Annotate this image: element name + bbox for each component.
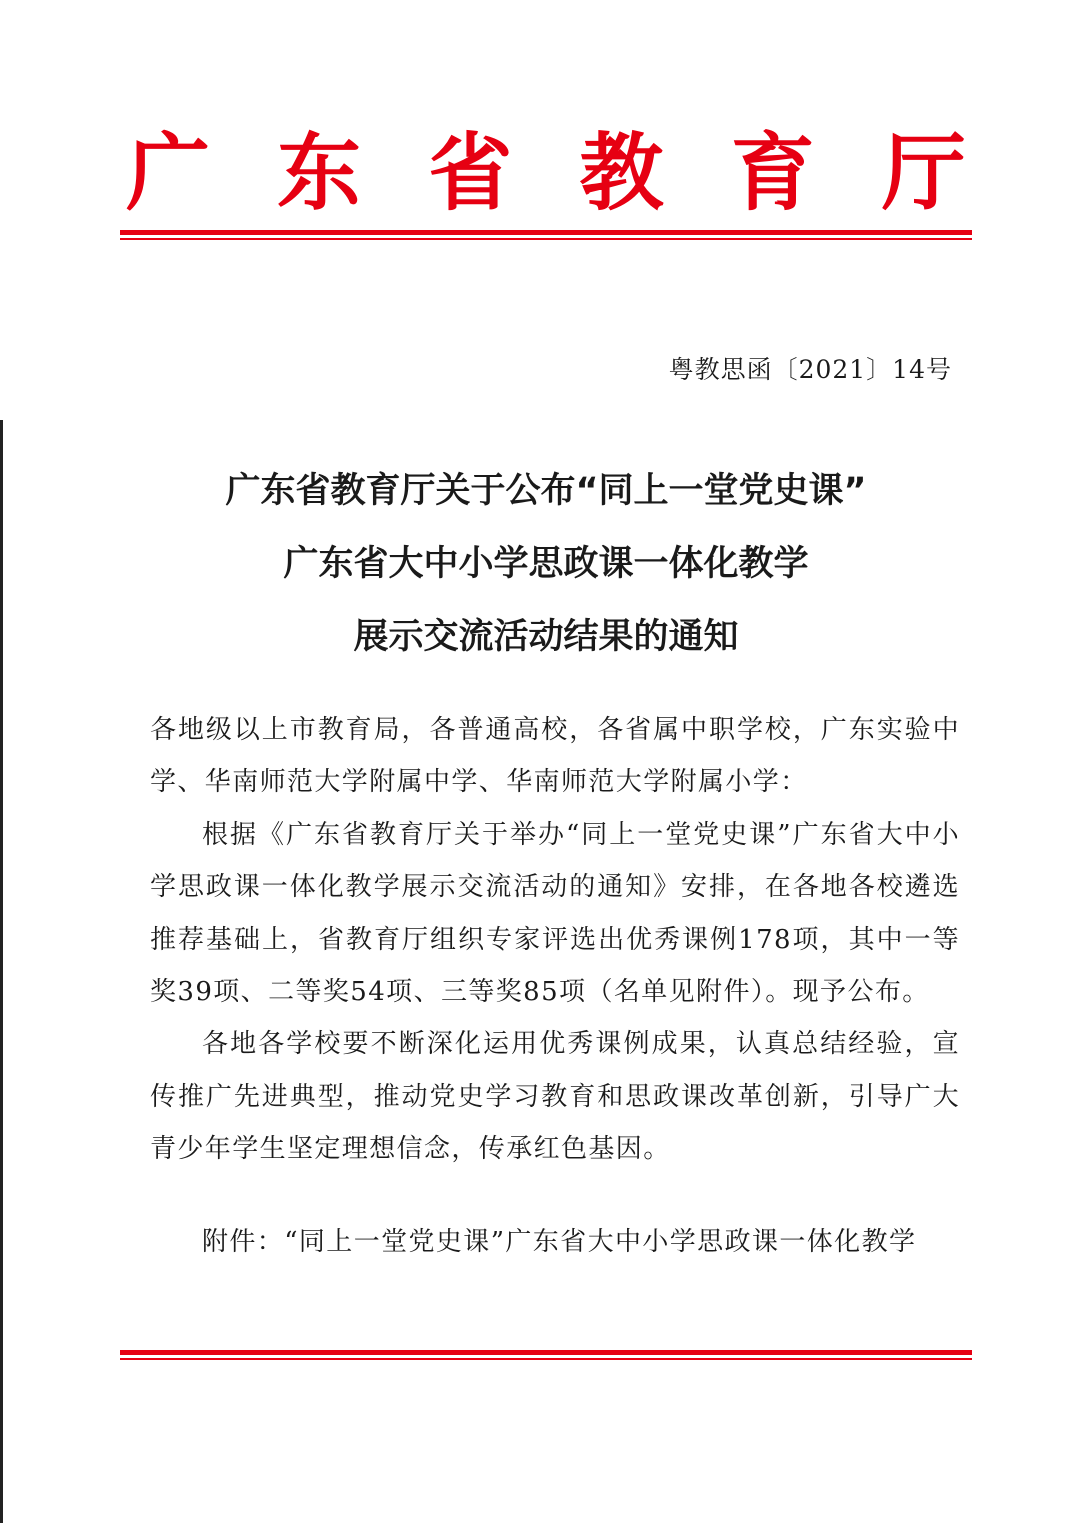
masthead-char: 育 — [730, 123, 815, 222]
addressee: 各地级以上市教育局，各普通高校，各省属中职学校，广东实验中学、华南师范大学附属中学、华南师范大学附属小学： — [150, 715, 960, 798]
body-paragraph-2: 各地各学校要不断深化运用优秀课例成果，认真总结经验，宣传推广先进典型，推动党史学习教育和思政课改革创新，引导广大青少年学生坚定理想信念，传承红色基因。 — [150, 1029, 960, 1165]
document-number: 粤教思函〔2021〕14号 — [668, 355, 952, 384]
header-red-rule — [120, 230, 972, 240]
notice-title — [120, 455, 972, 674]
masthead-char: 东 — [277, 123, 362, 222]
scan-edge — [0, 420, 3, 1523]
title-line-1: 广东省教育厅关于公布“同上一堂党史课” — [225, 471, 867, 511]
masthead-char: 教 — [579, 123, 664, 222]
masthead-char: 厅 — [881, 123, 966, 222]
attachment-line: 附件：“同上一堂党史课”广东省大中小学思政课一体化教学 — [202, 1226, 917, 1257]
footer-red-rule — [120, 1350, 972, 1360]
title-line-2: 广东省大中小学思政课一体化教学 — [283, 544, 809, 584]
masthead-char: 广 — [125, 123, 210, 222]
masthead — [120, 118, 972, 228]
notice-body — [150, 704, 960, 1268]
body-paragraph-1: 根据《广东省教育厅关于举办“同上一堂党史课”广东省大中小学思政课一体化教学展示交流活动的通知》安排，在各地各校遴选推荐基础上，省教育厅组织专家评选出优秀课例178项，其中一等奖39项、二等奖54项、三等奖85项（名单见附件）。现予公布。 — [150, 819, 960, 1008]
title-line-3: 展示交流活动结果的通知 — [353, 617, 739, 657]
masthead-char: 省 — [428, 123, 513, 222]
